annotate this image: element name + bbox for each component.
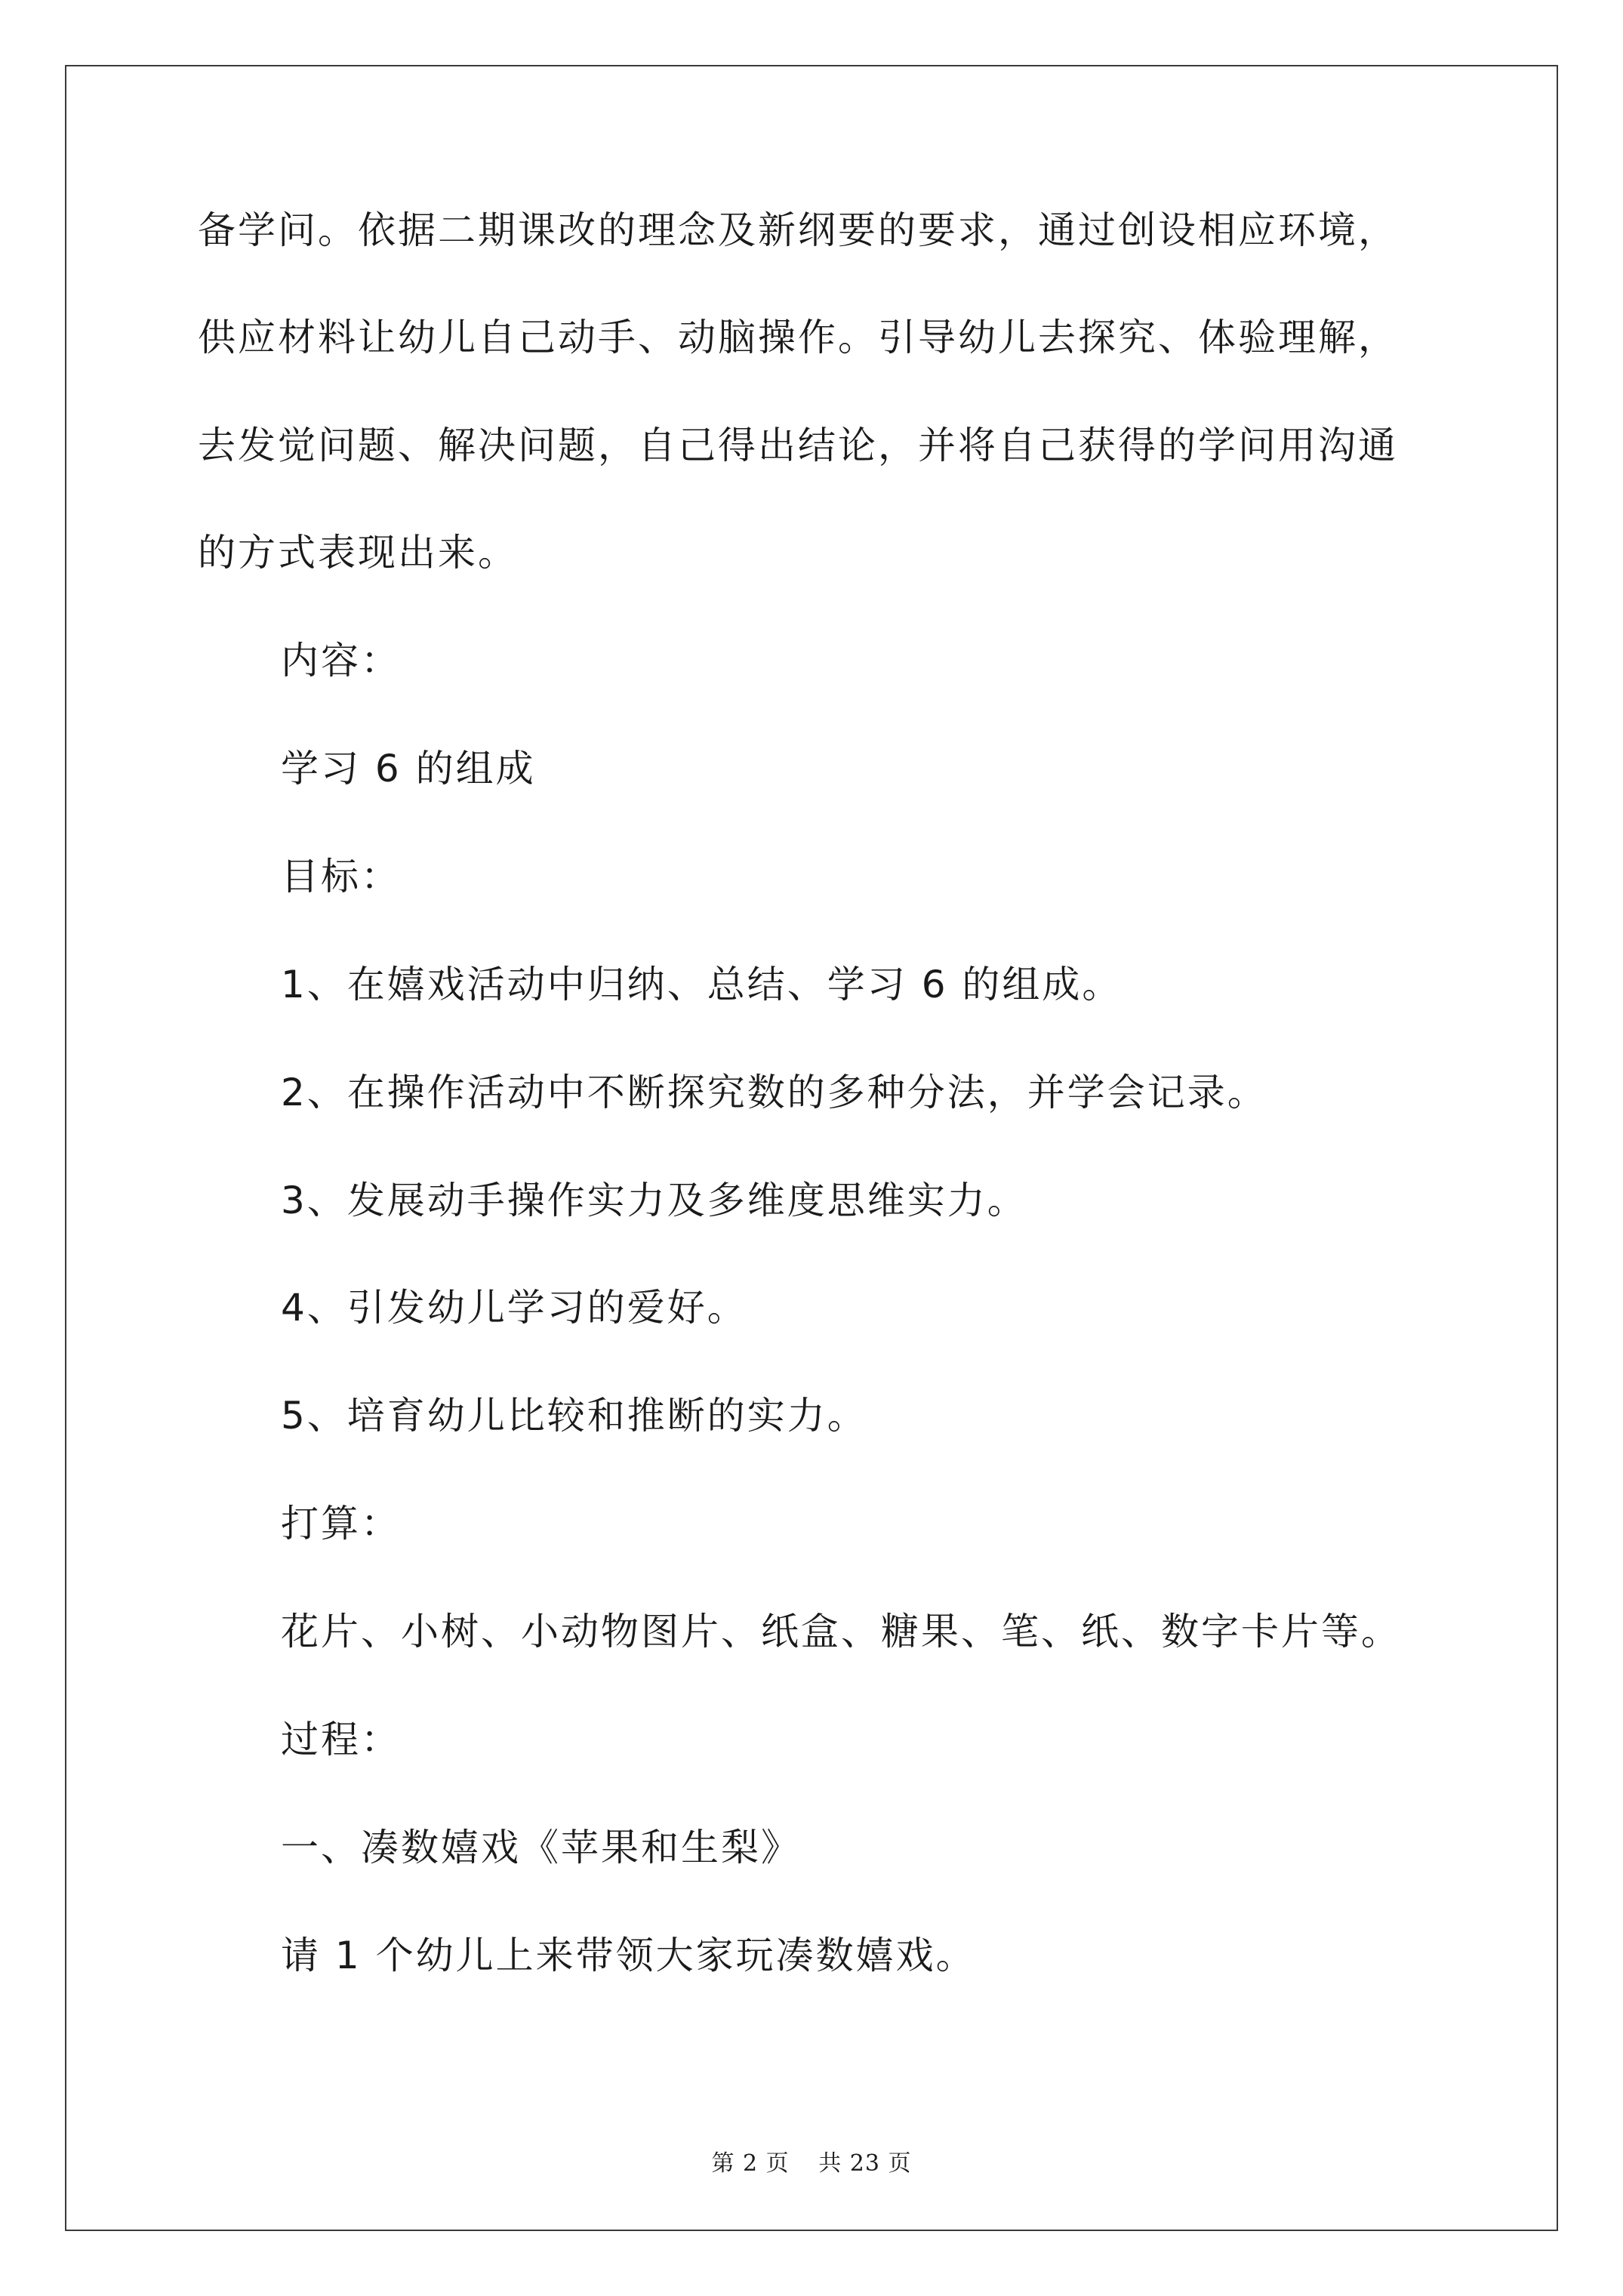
page-border [65,65,1558,2231]
goal-item-1: 1、在嬉戏活动中归纳、总结、学习 6 的组成。 [281,963,1123,1006]
process-step-1-text: 请 1 个幼儿上来带领大家玩凑数嬉戏。 [281,1934,976,1977]
prep-heading: 打算： [281,1502,401,1546]
prep-text: 花片、小树、小动物图片、纸盒、糖果、笔、纸、数字卡片等。 [281,1610,1401,1653]
process-heading: 过程： [281,1718,401,1761]
total-pages: 共 23 页 [818,2150,912,2177]
paragraph-line-4: 的方式表现出来。 [198,531,518,575]
page-number: 第 2 页 [711,2150,790,2177]
paragraph-line-1: 备学问。依据二期课改的理念及新纲要的要求，通过创设相应环境， [198,208,1398,252]
goal-item-4: 4、引发幼儿学习的爱好。 [281,1286,747,1330]
goal-item-5: 5、培育幼儿比较和推断的实力。 [281,1394,867,1438]
goal-item-3: 3、发展动手操作实力及多维度思维实力。 [281,1179,1027,1222]
paragraph-line-3: 去发觉问题、解决问题，自己得出结论，并将自己获得的学问用沟通 [198,424,1398,467]
page-footer [0,2144,1623,2177]
goal-item-2: 2、在操作活动中不断探究数的多种分法，并学会记录。 [281,1071,1267,1114]
content-heading: 内容： [281,639,401,683]
goals-heading: 目标： [281,855,401,898]
paragraph-line-2: 供应材料让幼儿自己动手、动脑操作。引导幼儿去探究、体验理解， [198,316,1398,359]
process-step-1: 一、凑数嬉戏《苹果和生梨》 [281,1826,801,1869]
content-text: 学习 6 的组成 [281,747,536,791]
